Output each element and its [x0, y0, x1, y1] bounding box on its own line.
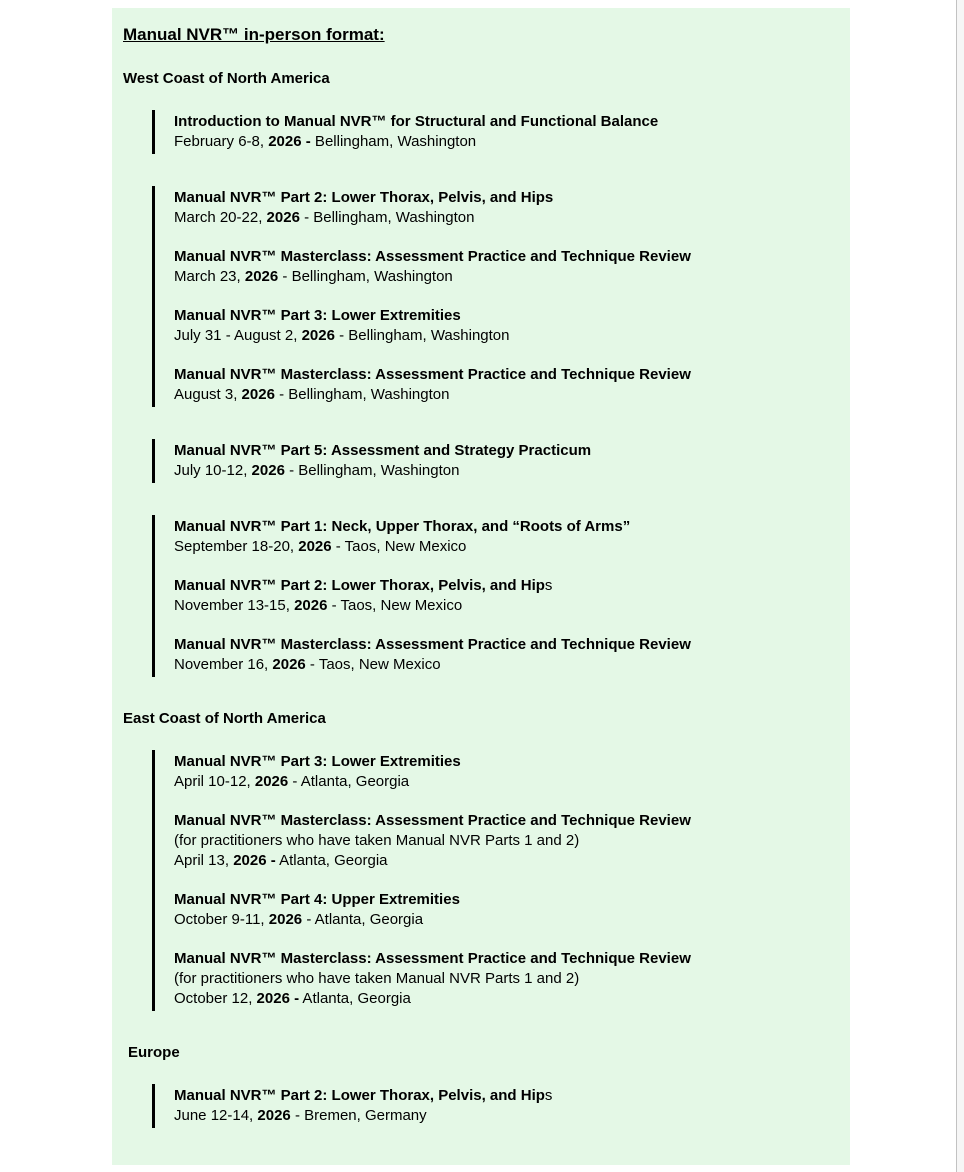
event-date-text: February 6-8, — [174, 133, 269, 150]
event-title — [174, 635, 826, 655]
event-title-text: Manual NVR™ Part 3: Lower Extremities — [174, 307, 461, 324]
event-date-text: November 13-15, — [174, 597, 295, 614]
event-date-location: - Bellingham, Washington — [334, 327, 510, 344]
event-date-location: - Atlanta, Georgia — [288, 773, 410, 790]
event-date-text: September 18-20, — [174, 538, 299, 555]
event-title — [174, 1086, 826, 1106]
event-group — [152, 439, 826, 483]
event-entry — [174, 949, 826, 1009]
event-date-text: April 13, — [174, 852, 234, 869]
event-date-text: October 12, — [174, 990, 257, 1007]
event-date-text: August 3, — [174, 386, 242, 403]
event-date-year: 2026 — [294, 597, 328, 614]
event-date-year: 2026 — [254, 773, 289, 790]
event-date — [174, 385, 826, 405]
event-title-text: Manual NVR™ Part 2: Lower Thorax, Pelvis, and Hips — [174, 189, 554, 206]
event-title — [174, 441, 826, 461]
event-entry — [174, 576, 826, 616]
event-entry — [174, 441, 826, 481]
event-date — [174, 326, 826, 346]
event-date — [174, 851, 826, 871]
event-entry — [174, 306, 826, 346]
event-title — [174, 247, 826, 267]
event-date — [174, 989, 826, 1009]
page-title: Manual NVR™ in-person format: — [123, 25, 385, 44]
event-title-text: Manual NVR™ Masterclass: Assessment Practice and Technique Review — [174, 248, 691, 265]
event-title — [174, 576, 826, 596]
event-entry — [174, 752, 826, 792]
event-date-year: 2026 — [244, 268, 279, 285]
event-date-year: 2026 — [298, 538, 332, 555]
event-date-year: 2026 — [241, 386, 275, 403]
event-date-text: July 10-12, — [174, 462, 252, 479]
schedule-panel — [112, 8, 850, 1165]
event-group — [152, 186, 826, 407]
event-date-year: 2026 — [268, 911, 303, 928]
event-title — [174, 365, 826, 385]
event-title-suffix: s — [544, 1087, 553, 1104]
event-entry — [174, 365, 826, 405]
event-entry — [174, 112, 826, 152]
scrollbar[interactable] — [956, 0, 964, 1172]
event-date-location: Atlanta, Georgia — [275, 852, 388, 869]
event-date — [174, 1106, 826, 1126]
event-date — [174, 596, 826, 616]
event-entry — [174, 811, 826, 871]
event-date-text: April 10-12, — [174, 773, 255, 790]
event-date — [174, 772, 826, 792]
event-date-text: November 16, — [174, 656, 273, 673]
event-title-text: Manual NVR™ Part 5: Assessment and Strategy Practicum — [174, 442, 592, 459]
event-group — [152, 515, 826, 677]
event-title-text: Manual NVR™ Masterclass: Assessment Practice and Technique Review — [174, 950, 691, 967]
event-title-text: Manual NVR™ Part 2: Lower Thorax, Pelvis, and Hip — [174, 577, 545, 594]
event-date-location: - Taos, New Mexico — [331, 538, 467, 555]
event-title-text: Manual NVR™ Part 3: Lower Extremities — [174, 753, 461, 770]
event-entry — [174, 890, 826, 930]
event-date — [174, 267, 826, 287]
event-date-location: - Bremen, Germany — [290, 1107, 427, 1124]
event-entry — [174, 188, 826, 228]
event-date-location: Bellingham, Washington — [310, 133, 477, 150]
event-date-year: 2026 — [251, 462, 285, 479]
event-title — [174, 306, 826, 326]
event-title — [174, 517, 826, 537]
event-title-text: Manual NVR™ Masterclass: Assessment Practice and Technique Review — [174, 812, 691, 829]
event-date-location: Atlanta, Georgia — [299, 990, 411, 1007]
event-date — [174, 910, 826, 930]
event-date-text: October 9-11, — [174, 911, 269, 928]
event-group — [152, 1084, 826, 1128]
section-heading: West Coast of North America — [123, 70, 330, 87]
event-date-year: 2026 — [266, 209, 300, 226]
event-entry — [174, 247, 826, 287]
event-note: (for practitioners who have taken Manual NVR Parts 1 and 2) — [174, 832, 580, 849]
event-note: (for practitioners who have taken Manual NVR Parts 1 and 2) — [174, 970, 580, 987]
event-title — [174, 811, 826, 831]
event-title-text: Manual NVR™ Part 1: Neck, Upper Thorax, and “Roots of Arms” — [174, 518, 631, 535]
event-date-text: March 23, — [174, 268, 245, 285]
event-title — [174, 890, 826, 910]
event-date-year: 2026 - — [268, 133, 311, 150]
event-entry — [174, 517, 826, 557]
section-heading: East Coast of North America — [123, 710, 326, 727]
event-title-text: Manual NVR™ Masterclass: Assessment Practice and Technique Review — [174, 366, 691, 383]
event-title-text: Manual NVR™ Part 2: Lower Thorax, Pelvis, and Hip — [174, 1087, 545, 1104]
event-date-text: March 20-22, — [174, 209, 267, 226]
section-heading: Europe — [128, 1044, 180, 1061]
event-date-location: - Taos, New Mexico — [305, 656, 441, 673]
event-date-location: - Bellingham, Washington — [278, 268, 453, 285]
event-title-text: Manual NVR™ Part 4: Upper Extremities — [174, 891, 460, 908]
event-date — [174, 655, 826, 675]
event-date-location: - Bellingham, Washington — [284, 462, 460, 479]
event-date-text: June 12-14, — [174, 1107, 258, 1124]
event-date-location: - Bellingham, Washington — [274, 386, 450, 403]
schedule-sections — [123, 69, 826, 1128]
event-date-year: 2026 — [272, 656, 306, 673]
event-date-location: - Taos, New Mexico — [327, 597, 463, 614]
event-title — [174, 112, 826, 132]
event-date-location: - Atlanta, Georgia — [302, 911, 424, 928]
event-title-text: Manual NVR™ Masterclass: Assessment Practice and Technique Review — [174, 636, 691, 653]
event-date — [174, 461, 826, 481]
event-date — [174, 537, 826, 557]
event-date-year: 2026 — [257, 1107, 291, 1124]
event-date-year: 2026 - — [256, 990, 300, 1007]
event-group — [152, 110, 826, 154]
event-entry — [174, 1086, 826, 1126]
event-title — [174, 752, 826, 772]
event-date-year: 2026 — [301, 327, 335, 344]
event-date-year: 2026 - — [233, 852, 276, 869]
event-date — [174, 132, 826, 152]
event-title-suffix: s — [544, 577, 553, 594]
event-title-text: Introduction to Manual NVR™ for Structural and Functional Balance — [174, 113, 659, 130]
event-group — [152, 750, 826, 1011]
event-entry — [174, 635, 826, 675]
event-title — [174, 188, 826, 208]
event-date — [174, 208, 826, 228]
event-date-location: - Bellingham, Washington — [299, 209, 475, 226]
event-date-text: July 31 - August 2, — [174, 327, 302, 344]
event-title — [174, 949, 826, 969]
